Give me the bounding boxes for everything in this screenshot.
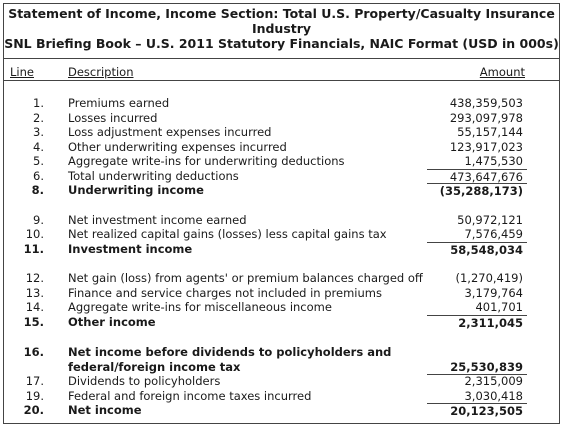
table-row-total — [4, 403, 559, 418]
line-number: 12. — [25, 271, 44, 285]
row-description: Aggregate write-ins for underwriting deductions — [68, 154, 345, 168]
row-description: Other income — [68, 314, 156, 329]
row-amount: 401,701 — [475, 300, 523, 314]
table-row — [4, 300, 559, 315]
row-description: Aggregate write-ins for miscellaneous income — [68, 300, 332, 314]
line-number: 15. — [23, 314, 44, 329]
line-number: 14. — [25, 300, 44, 314]
table-row-subtotal — [4, 242, 559, 257]
row-amount: 2,311,045 — [427, 315, 527, 331]
row-description: Net gain (loss) from agents' or premium balances charged off — [68, 271, 423, 285]
line-number: 1. — [33, 96, 44, 110]
line-number: 13. — [25, 285, 44, 300]
table-row — [4, 169, 559, 184]
row-amount: 473,647,676 — [427, 169, 527, 185]
row-description: Loss adjustment expenses incurred — [68, 125, 272, 139]
line-number: 17. — [25, 374, 44, 388]
row-amount: 3,030,418 — [464, 388, 523, 403]
line-number: 19. — [25, 388, 44, 403]
table-row — [4, 140, 559, 155]
statement-title — [4, 4, 559, 59]
statement-body — [4, 81, 559, 418]
row-description: Investment income — [68, 241, 193, 256]
line-number: 20. — [23, 403, 44, 417]
row-description: Net income — [68, 403, 142, 417]
line-number: 16. — [23, 345, 44, 359]
row-description: Other underwriting expenses incurred — [68, 139, 287, 154]
row-amount: 55,157,144 — [457, 125, 523, 139]
row-amount: 3,179,764 — [464, 285, 523, 300]
line-number: 3. — [33, 125, 44, 139]
table-row-subtotal — [4, 183, 559, 198]
row-amount: 58,548,034 — [427, 242, 527, 258]
line-number: 8. — [31, 183, 44, 197]
amount-column-header: Amount — [479, 65, 525, 79]
row-amount: 438,359,503 — [449, 96, 523, 110]
row-description: Federal and foreign income taxes incurred — [68, 388, 312, 403]
description-column-header: Description — [68, 65, 134, 79]
row-amount: (1,270,419) — [455, 271, 523, 285]
title-line-2: Industry — [251, 21, 312, 36]
line-number: 9. — [33, 212, 44, 227]
row-description: Net realized capital gains (losses) less capital gains tax — [68, 227, 387, 241]
table-row — [4, 271, 559, 286]
line-number: 11. — [23, 241, 44, 256]
row-amount: 2,315,009 — [464, 374, 523, 388]
line-number: 5. — [33, 154, 44, 168]
row-description: Total underwriting deductions — [68, 168, 239, 183]
row-description: Finance and service charges not included in premiums — [68, 285, 382, 300]
line-number: 2. — [33, 110, 44, 125]
row-description: Net investment income earned — [68, 212, 247, 227]
row-amount: 1,475,530 — [464, 154, 523, 168]
table-row — [4, 96, 559, 111]
table-row — [4, 227, 559, 242]
income-statement — [3, 3, 560, 424]
line-column-header: Line — [10, 65, 34, 79]
row-amount: (35,288,173) — [427, 183, 527, 199]
line-number: 6. — [33, 168, 44, 183]
table-row — [4, 389, 559, 404]
row-amount: 293,097,978 — [449, 110, 523, 125]
table-row — [4, 111, 559, 126]
line-number: 10. — [25, 227, 44, 241]
row-description: Net income before dividends to policyholders and federal/foreign income tax — [68, 345, 392, 374]
table-row — [4, 125, 559, 140]
table-row — [4, 154, 559, 169]
row-amount: 123,917,023 — [449, 139, 523, 154]
row-amount: 20,123,505 — [427, 403, 527, 419]
row-description: Underwriting income — [68, 183, 204, 197]
table-row — [4, 374, 559, 389]
title-line-1: Statement of Income, Income Section: Total U.S. Property/Casualty Insurance — [8, 6, 555, 21]
column-header — [4, 59, 559, 81]
row-amount: 7,576,459 — [464, 227, 523, 241]
row-description: Dividends to policyholders — [68, 374, 221, 388]
row-description: Losses incurred — [68, 110, 158, 125]
row-amount: 25,530,839 — [427, 360, 527, 376]
table-row — [4, 286, 559, 301]
title-line-3: SNL Briefing Book – U.S. 2011 Statutory Financials, NAIC Format (USD in 000s) — [4, 36, 559, 51]
row-amount: 50,972,121 — [457, 212, 523, 227]
table-row — [4, 213, 559, 228]
table-row-subtotal — [4, 345, 559, 374]
line-number: 4. — [33, 139, 44, 154]
table-row-subtotal — [4, 315, 559, 330]
row-description: Premiums earned — [68, 96, 170, 110]
